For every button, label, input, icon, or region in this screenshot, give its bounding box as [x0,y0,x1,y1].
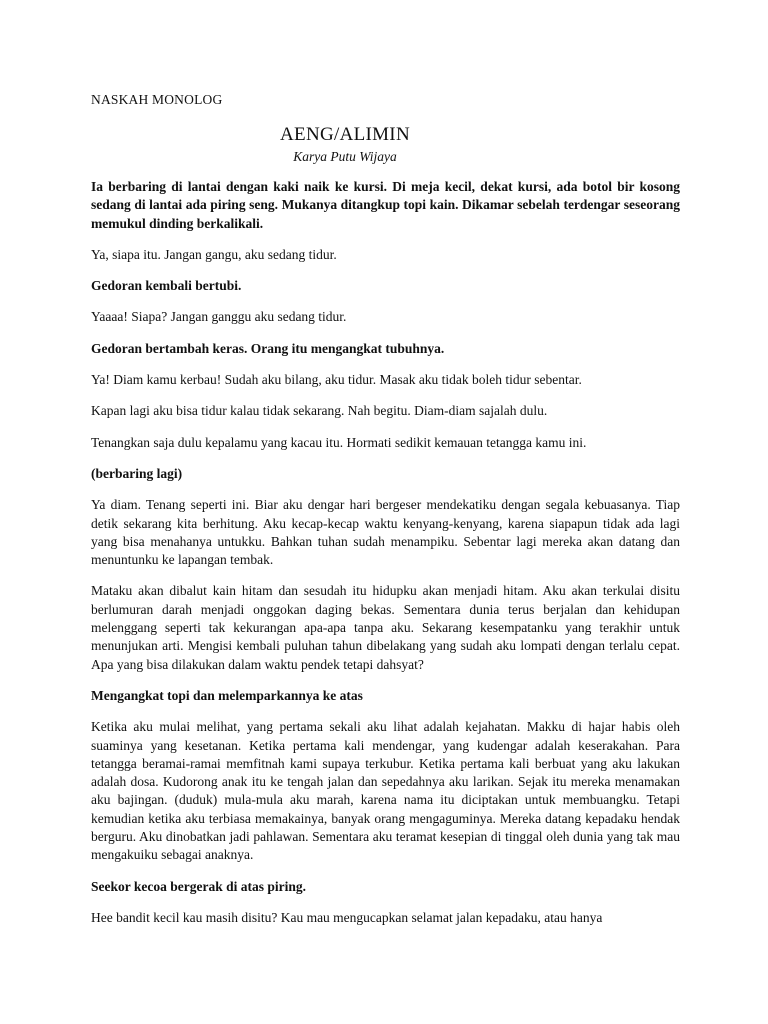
paragraph-dialogue: Kapan lagi aku bisa tidur kalau tidak sekarang. Nah begitu. Diam-diam sajalah dulu. [91,403,548,419]
document-author: Karya Putu Wijaya [293,149,397,164]
paragraph-stage-direction: Seekor kecoa bergerak di atas piring. [91,878,306,894]
paragraph-dialogue: Ketika aku mulai melihat, yang pertama sekali aku lihat adalah kejahatan. Makku di hajar habis oleh suaminya yang kesetanan. Ketika pertama kali mendengar, yang kudengar adalah keserakahan. Para tetangga beramai-ramai memfitnah kami supaya terkubur. Ketika pertama kali berbuat yang aku lakukan adalah dosa. Kudorong anak itu ke tengah jalan dan sepedahnya aku larikan. Sejak itu mereka menamakan aku bajingan. (duduk) mula-mula aku marah, karena nama itu diciptakan untuk membuangku. Tetapi kemudian ketika aku terbiasa memakainya, banyak orang mengaguminya. Mereka datang kepadaku hendak berguru. Aku dinobatkan jadi pahlawan. Sementara aku teramat kesepian di tinggal oleh dunia yang tak mau mengakuiku sebagai anaknya. [91,719,680,863]
paragraph-stage-direction: Mengangkat topi dan melemparkannya ke atas [91,687,363,703]
paragraph-dialogue: Ya diam. Tenang seperti ini. Biar aku dengar hari bergeser mendekatiku dengan segala kebuasanya. Tiap detik sekarang kita berhitung. Aku kecap-kecap waktu kenyang-kenyang, karena siapapun tidak ada lagi yang bisa menahanya untukku. Bahkan tuhan sudah menampiku. Sebentar lagi mereka akan datang dan menuntunku ke lapangan tembak. [91,497,680,568]
paragraph-dialogue: Ya! Diam kamu kerbau! Sudah aku bilang, aku tidur. Masak aku tidak boleh tidur sebentar. [91,372,582,388]
paragraph-stage-direction: Ia berbaring di lantai dengan kaki naik ke kursi. Di meja kecil, dekat kursi, ada botol bir kosong sedang di lantai ada piring seng. Mukanya ditangkup topi kain. Dikamar sebelah terdengar seseorang memukul dinding berkalikali. [91,179,680,231]
paragraph-stage-direction: Gedoran bertambah keras. Orang itu mengangkat tubuhnya. [91,340,445,356]
paragraph-stage-direction: Gedoran kembali bertubi. [91,278,242,294]
paragraph-dialogue: Ya, siapa itu. Jangan gangu, aku sedang tidur. [91,246,337,262]
document-header: NASKAH MONOLOG [91,92,223,107]
paragraph-dialogue: Mataku akan dibalut kain hitam dan sesudah itu hidupku akan menjadi hitam. Aku akan terkulai disitu berlumuran darah menjadi onggokan daging bekas. Sementara dunia terus berjalan dan kehidupan melenggang seperti tak kekurangan apa-apa tanpa aku. Sekarang kesempatanku yang terakhir untuk menunjukan arti. Mengisi kembali puluhan tahun dibelakang yang sudah aku lompati dengan terlalu cepat. Apa yang bisa dilakukan dalam waktu pendek tetapi dahsyat? [91,583,680,672]
document-title: AENG/ALIMIN [280,124,410,145]
paragraph-stage-direction: (berbaring lagi) [91,465,183,481]
paragraph-dialogue: Tenangkan saja dulu kepalamu yang kacau itu. Hormati sedikit kemauan tetangga kamu ini. [91,434,587,450]
paragraph-dialogue: Yaaaa! Siapa? Jangan ganggu aku sedang tidur. [91,309,347,325]
document-body [91,178,680,940]
paragraph-dialogue: Hee bandit kecil kau masih disitu? Kau mau mengucapkan selamat jalan kepadaku, atau hanya [91,909,603,925]
